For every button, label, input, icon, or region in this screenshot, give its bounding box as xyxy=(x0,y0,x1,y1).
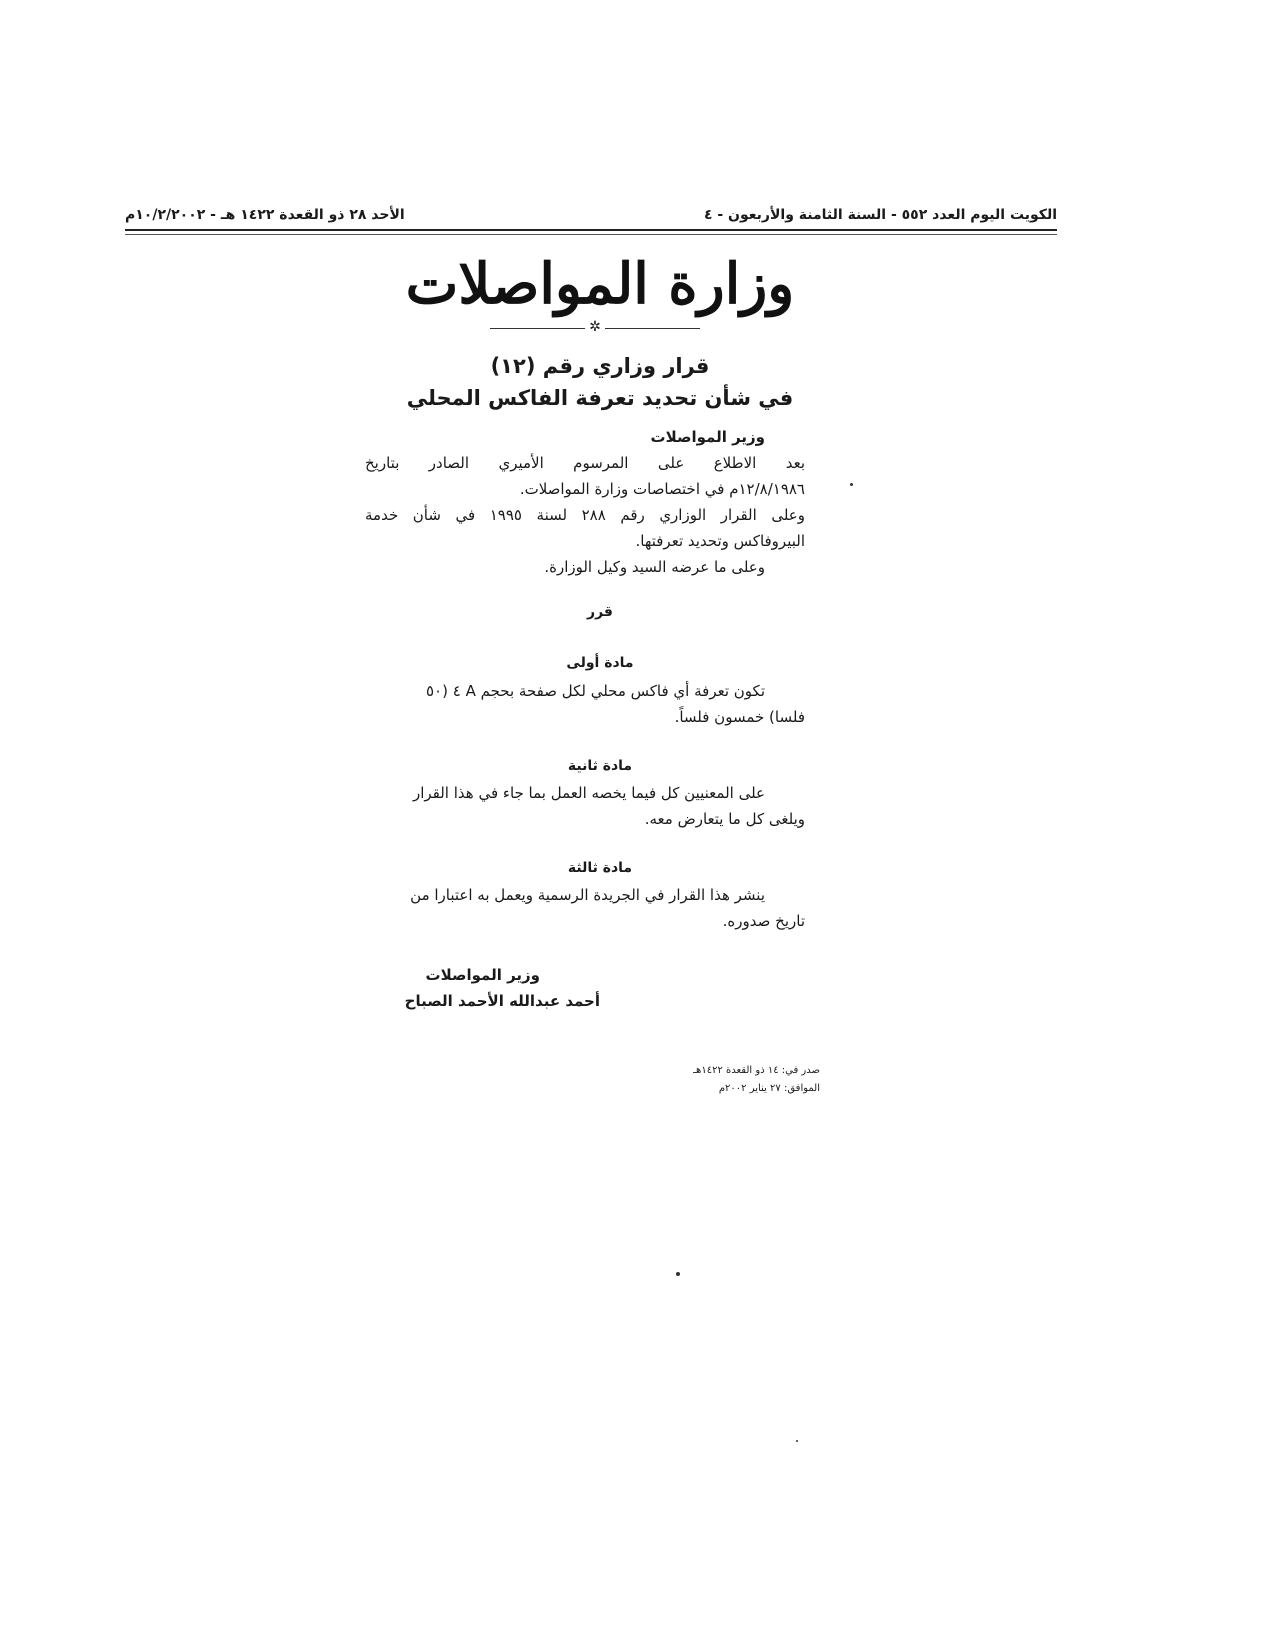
article-2-line2: ويلغى كل ما يتعارض معه. xyxy=(644,810,805,828)
decision-number: قرار وزاري رقم (١٢) xyxy=(490,354,710,378)
issue-date-hijri: صدر في: ١٤ ذو القعدة ١٤٢٢هـ xyxy=(693,1065,820,1076)
scan-speck xyxy=(676,1272,680,1276)
gazette-issue-info: الكويت اليوم العدد ٥٥٢ - السنة الثامنة والأربعون - ٤ xyxy=(703,207,1057,223)
article-3-body xyxy=(365,882,805,934)
ministry-heading: وزارة المواصلات xyxy=(405,251,795,317)
decision-subject: في شأن تحديد تعرفة الفاكس المحلي xyxy=(406,386,794,410)
article-2-body xyxy=(365,780,805,832)
preamble-p2-line2: البيروفاكس وتحديد تعرفتها. xyxy=(635,532,805,550)
preamble-p1-line1: بعد الاطلاع على المرسوم الأميري الصادر بتاريخ xyxy=(365,454,805,472)
ornament-star-icon: ✲ xyxy=(585,317,605,337)
article-3-heading: مادة ثالثة xyxy=(567,860,633,876)
preamble-p2-line1: وعلى القرار الوزاري رقم ٢٨٨ لسنة ١٩٩٥ في شأن خدمة xyxy=(365,506,805,524)
signature-name: أحمد عبدالله الأحمد الصباح xyxy=(404,992,600,1010)
article-1-body xyxy=(365,678,805,730)
article-1-heading: مادة أولى xyxy=(566,655,634,671)
preamble-heading: وزير المواصلات xyxy=(650,428,765,446)
article-3-line1: ينشر هذا القرار في الجريدة الرسمية ويعمل به اعتبارا من xyxy=(410,886,765,904)
article-2-line1: على المعنيين كل فيما يخصه العمل بما جاء في هذا القرار xyxy=(412,784,765,802)
preamble xyxy=(365,424,805,580)
article-2-heading: مادة ثانية xyxy=(567,758,633,774)
issue-date-gregorian: الموافق: ٢٧ يناير ٢٠٠٢م xyxy=(718,1083,820,1094)
issue-date-block xyxy=(690,1062,820,1098)
header-rule-thick xyxy=(125,229,1057,231)
decided-heading: قرر xyxy=(587,604,613,620)
preamble-p3: وعلى ما عرضه السيد وكيل الوزارة. xyxy=(544,558,765,576)
decision-title xyxy=(380,350,820,414)
scan-speck xyxy=(796,1440,798,1442)
ornament-divider xyxy=(490,320,700,336)
signature-block xyxy=(380,962,600,1014)
preamble-p1-line2: ١٢/٨/١٩٨٦م في اختصاصات وزارة المواصلات. xyxy=(519,480,805,498)
header-rule-thin xyxy=(125,234,1057,235)
article-1-line1: تكون تعرفة أي فاكس محلي لكل صفحة بحجم A ٤ (٥٠ xyxy=(425,682,765,700)
article-1-line2: فلسا) خمسون فلساً. xyxy=(674,708,805,726)
gazette-header xyxy=(125,207,1057,231)
article-3-line2: تاريخ صدوره. xyxy=(722,912,805,930)
signature-title: وزير المواصلات xyxy=(425,966,540,984)
scan-speck xyxy=(850,483,853,486)
gazette-date: الأحد ٢٨ ذو القعدة ١٤٢٢ هـ - ١٠/٢/٢٠٠٢م xyxy=(125,207,405,223)
